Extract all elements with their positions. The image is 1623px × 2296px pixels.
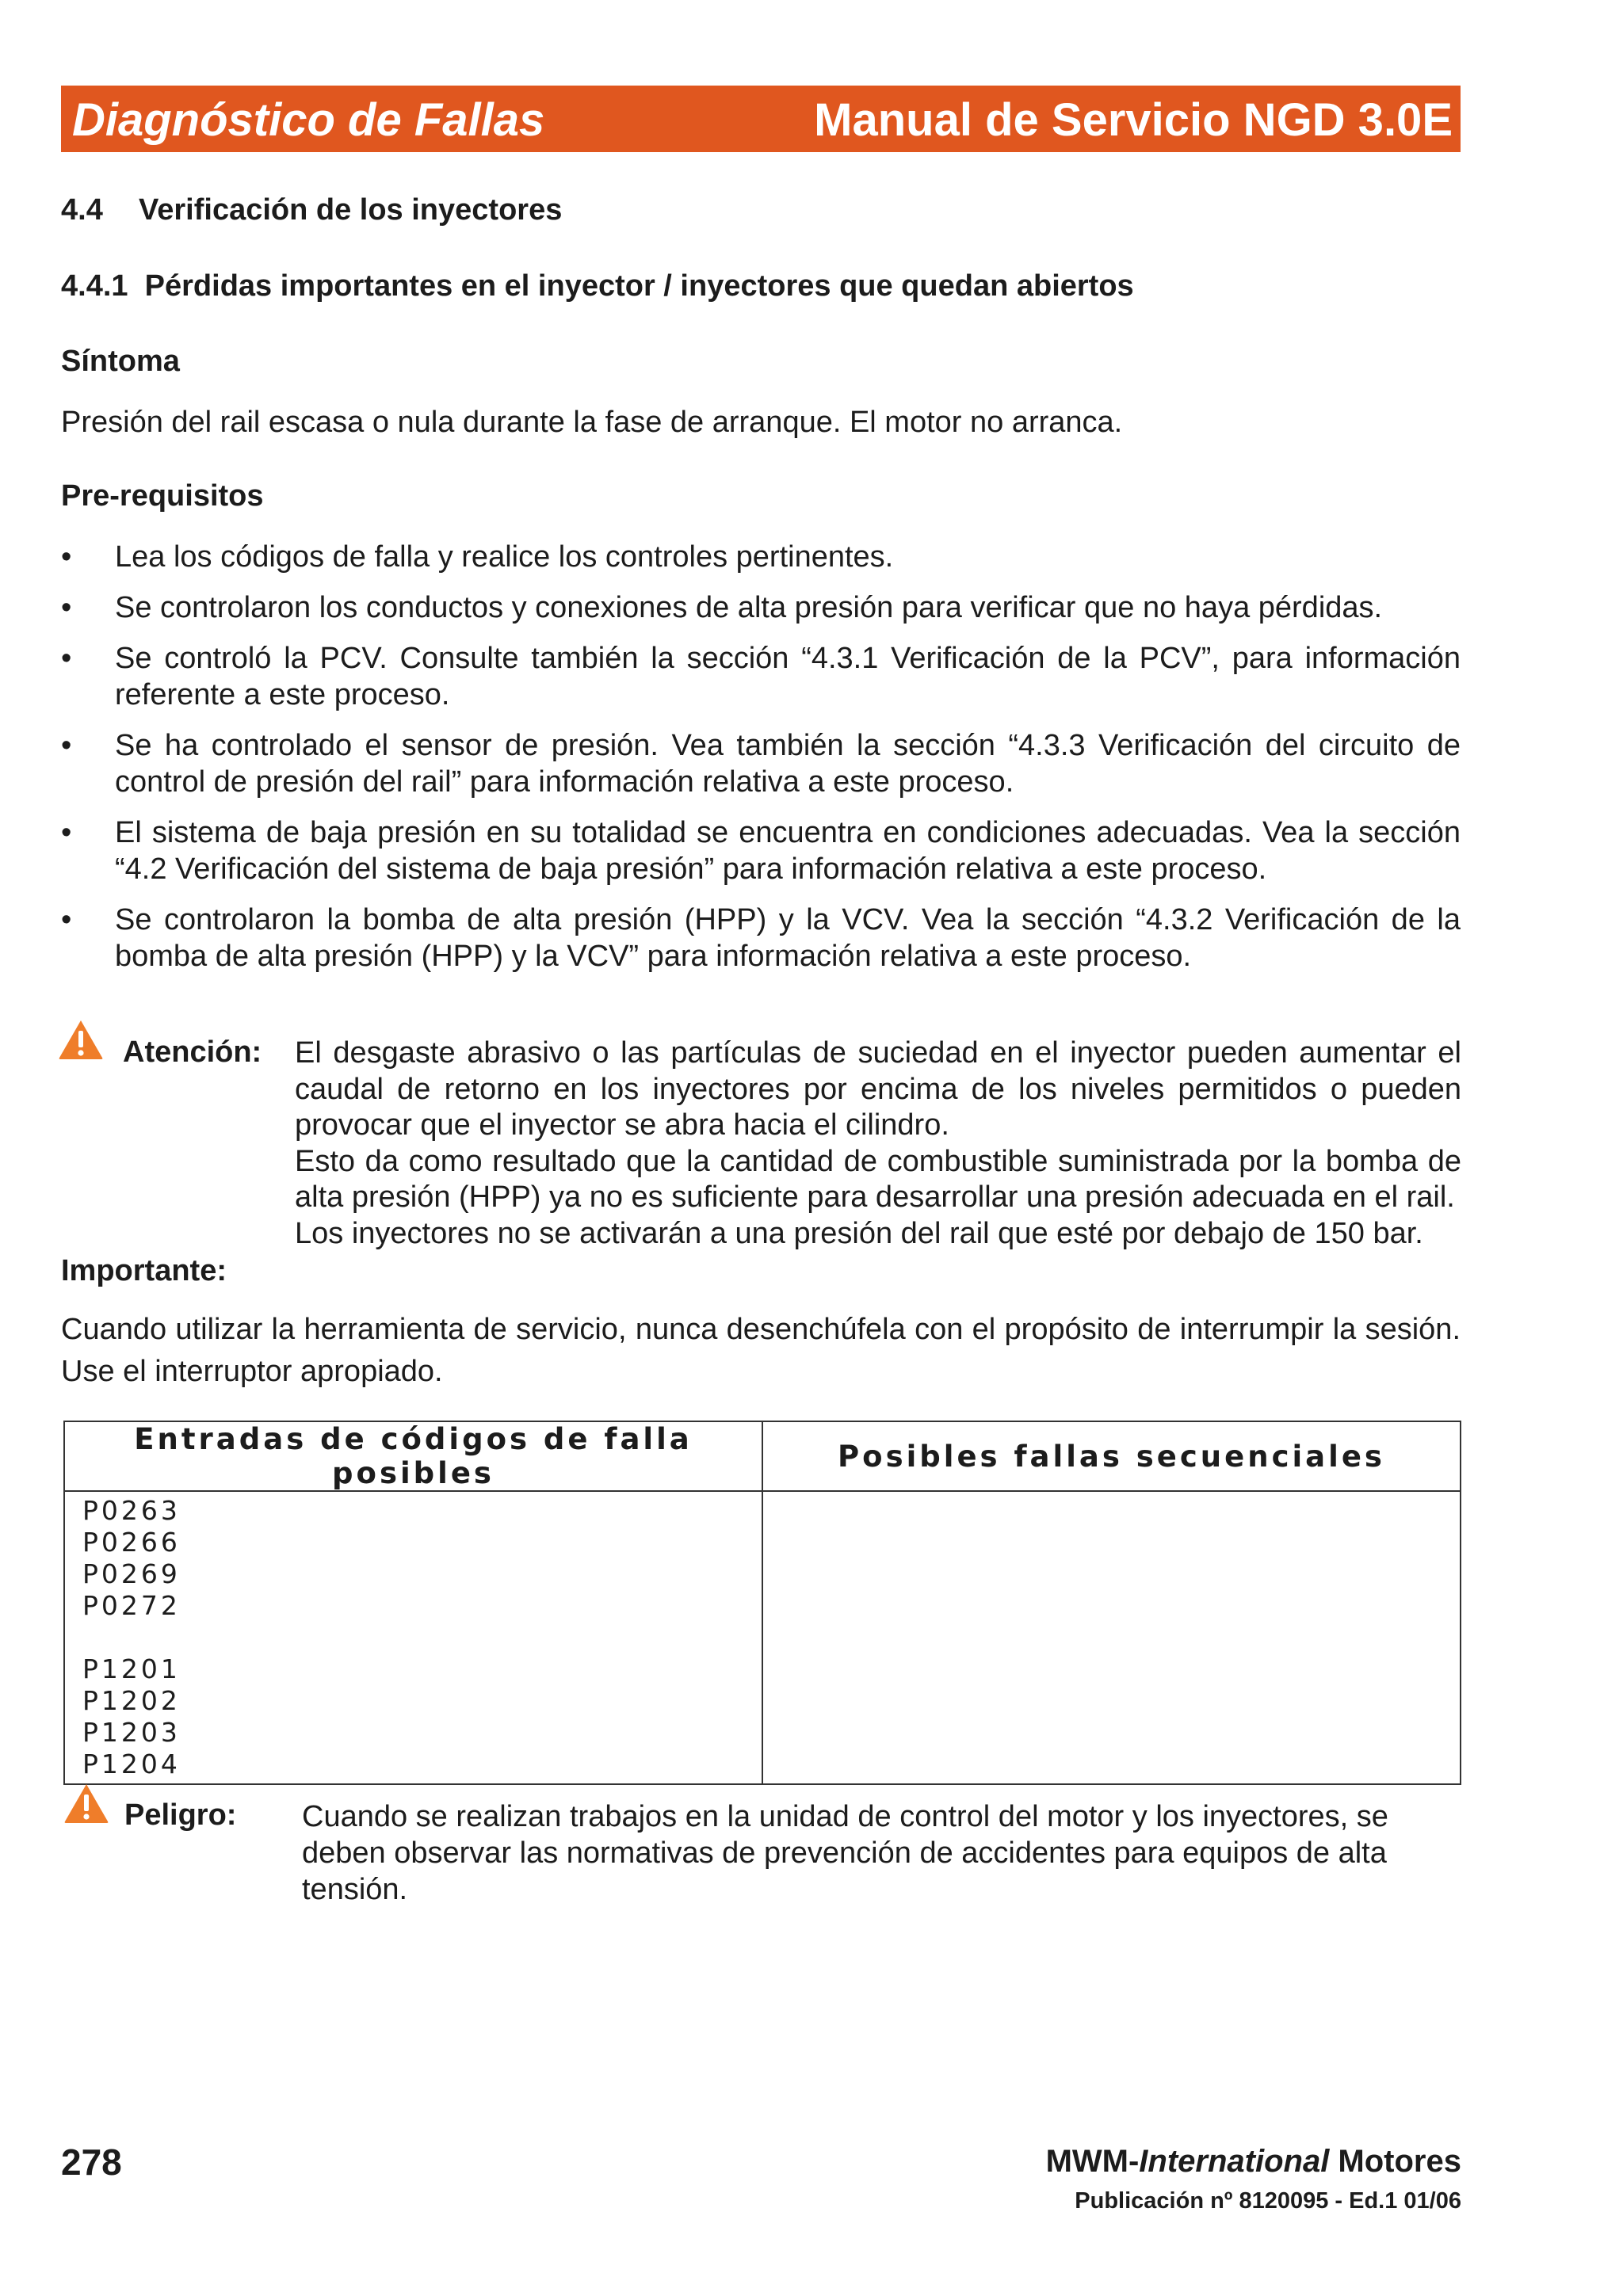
sequential-faults-cell bbox=[762, 1491, 1461, 1784]
fault-code: P0263 bbox=[82, 1495, 181, 1526]
prerequisitos-heading: Pre-requisitos bbox=[61, 479, 264, 513]
atencion-text bbox=[295, 1035, 1461, 1252]
chapter-title: Diagnóstico de Fallas bbox=[72, 94, 545, 146]
peligro-text: Cuando se realizan trabajos en la unidad de control del motor y los inyectores, se deben observar las normativas de prevención de accidentes para equipos de alta tensión. bbox=[302, 1800, 1388, 1906]
warning-triangle-icon bbox=[63, 1782, 110, 1825]
fault-code: P1204 bbox=[82, 1749, 181, 1779]
importante-label: Importante: bbox=[61, 1254, 227, 1287]
section-heading bbox=[61, 193, 562, 227]
fault-code: P0269 bbox=[82, 1558, 181, 1589]
table-header-faults: Posibles fallas secuenciales bbox=[762, 1421, 1461, 1491]
fault-code: P1203 bbox=[82, 1717, 181, 1748]
list-item: • Se ha controlado el sensor de presión. Vea también la sección “4.3.3 Verificación del circuito de control de presión del rail” para información relativa a este proceso. bbox=[61, 729, 1461, 799]
page-number: 278 bbox=[61, 2142, 122, 2183]
atencion-paragraph: El desgaste abrasivo o las partículas de suciedad en el inyector pueden aumentar el caudal de retorno en los inyectores por encima de los niveles permitidos o pueden provocar que el inyector se abra hacia el cilindro. bbox=[295, 1036, 1461, 1142]
fault-code-table bbox=[63, 1421, 1461, 1785]
sintoma-heading: Síntoma bbox=[61, 345, 180, 378]
publication-info: Publicación nº 8120095 - Ed.1 01/06 bbox=[1075, 2188, 1461, 2214]
subsection-heading bbox=[61, 269, 1134, 303]
prerequisitos-list bbox=[61, 539, 1461, 989]
section-number: 4.4 bbox=[61, 193, 103, 227]
header-bar bbox=[61, 86, 1461, 152]
table-header-codes: Entradas de códigos de falla posibles bbox=[64, 1421, 762, 1491]
fault-code: P0272 bbox=[82, 1590, 181, 1621]
subsection-number: 4.4.1 bbox=[61, 269, 128, 303]
sintoma-text: Presión del rail escasa o nula durante la fase de arranque. El motor no arranca. bbox=[61, 406, 1123, 439]
section-title: Verificación de los inyectores bbox=[139, 193, 563, 227]
list-item: • Lea los códigos de falla y realice los controles pertinentes. bbox=[61, 540, 894, 574]
subsection-title: Pérdidas importantes en el inyector / inyectores que quedan abiertos bbox=[144, 269, 1134, 303]
fault-codes-cell bbox=[64, 1491, 762, 1784]
fault-code: P0266 bbox=[82, 1527, 181, 1558]
fault-code: P1201 bbox=[82, 1653, 181, 1684]
atencion-paragraph: Esto da como resultado que la cantidad de combustible suministrada por la bomba de alta presión (HPP) ya no es suficiente para desarrollar una presión adecuada en el rail. bbox=[295, 1144, 1461, 1214]
importante-text: Cuando utilizar la herramienta de servicio, nunca desenchúfela con el propósito de interrumpir la sesión. Use el interruptor apropiado. bbox=[61, 1313, 1461, 1388]
list-item: • Se controló la PCV. Consulte también la sección “4.3.1 Verificación de la PCV”, para información referente a este proceso. bbox=[61, 642, 1461, 711]
list-item: • Se controlaron los conductos y conexiones de alta presión para verificar que no haya pérdidas. bbox=[61, 591, 1383, 624]
list-item: • Se controlaron la bomba de alta presión (HPP) y la VCV. Vea la sección “4.3.2 Verificación de la bomba de alta presión (HPP) y la VCV” para información relativa a este proceso. bbox=[61, 903, 1461, 973]
list-item: • El sistema de baja presión en su totalidad se encuentra en condiciones adecuadas. Vea la sección “4.2 Verificación del sistema de baja presión” para información relativa a este proceso. bbox=[61, 816, 1461, 886]
atencion-paragraph: Los inyectores no se activarán a una presión del rail que esté por debajo de 150 bar. bbox=[295, 1216, 1423, 1250]
peligro-label: Peligro: bbox=[124, 1798, 237, 1832]
publisher-brand: MWM-International Motores bbox=[1045, 2144, 1461, 2179]
atencion-label: Atención: bbox=[123, 1035, 262, 1069]
fault-code: P1202 bbox=[82, 1685, 181, 1716]
manual-title: Manual de Servicio NGD 3.0E bbox=[814, 94, 1453, 146]
warning-triangle-icon bbox=[57, 1018, 105, 1061]
